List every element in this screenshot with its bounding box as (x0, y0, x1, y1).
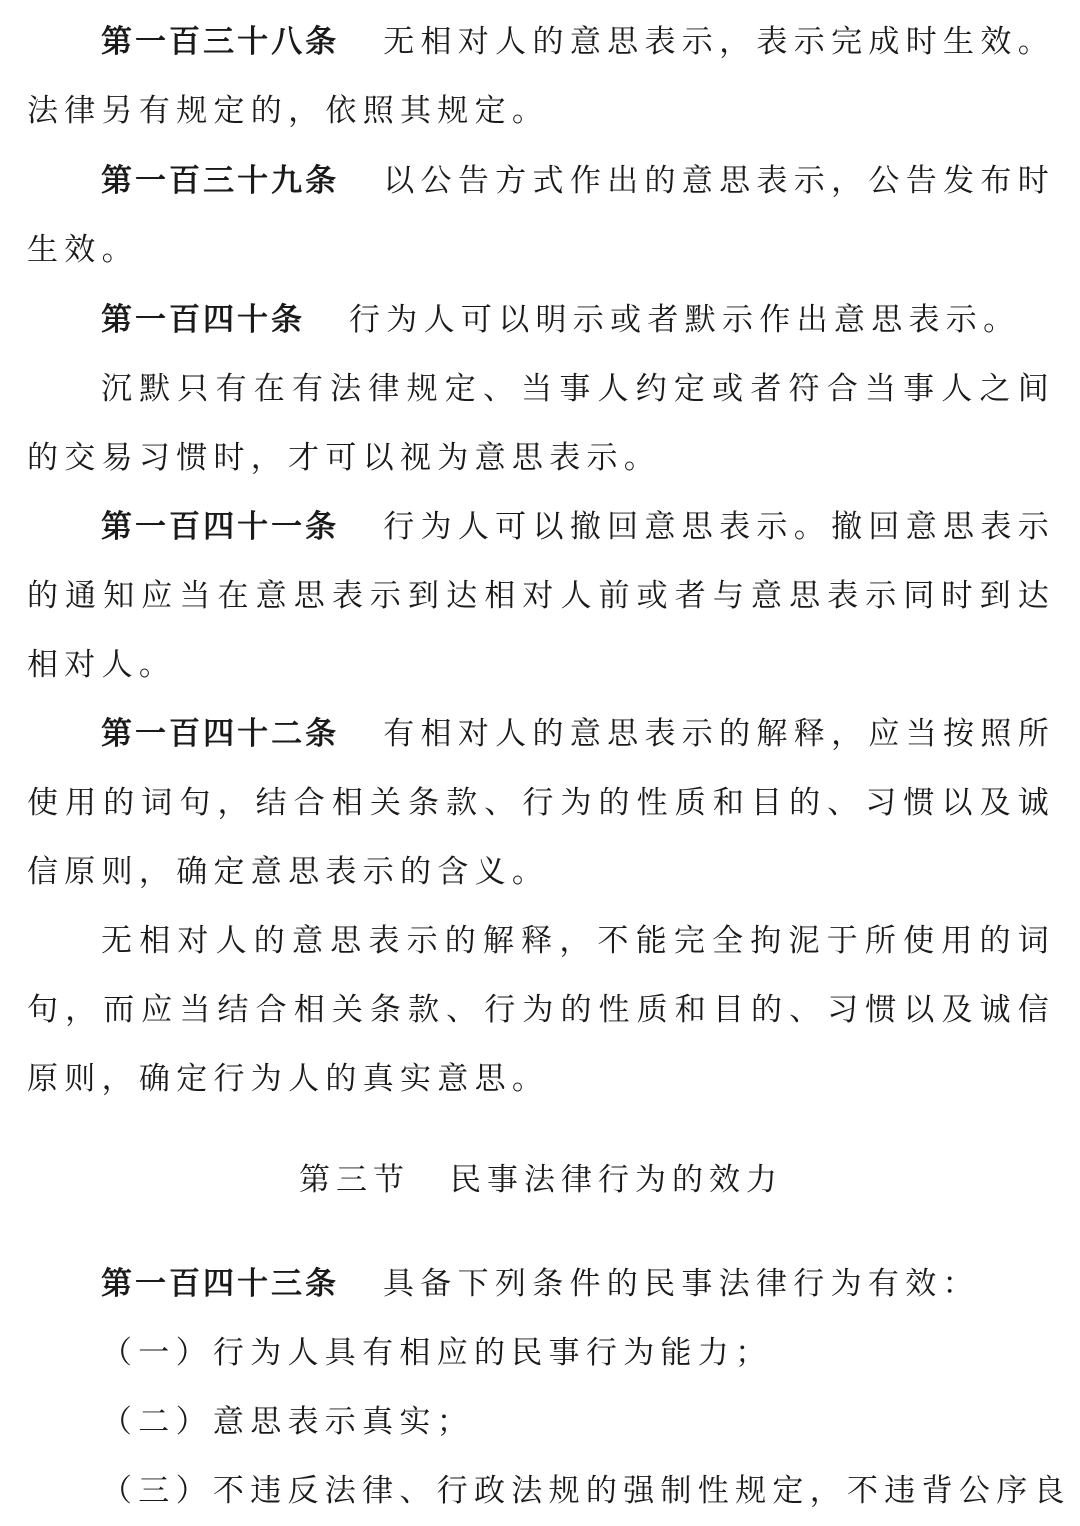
article-number: 第一百四十条 (101, 302, 305, 338)
article-143 (27, 1250, 1055, 1319)
article-142-paragraph-2 (27, 907, 1055, 1114)
article-142 (27, 700, 1055, 907)
list-item: （一）行为人具有相应的民事行为能力； (101, 1335, 773, 1371)
document-page (27, 0, 1071, 1524)
article-140 (27, 286, 1055, 355)
article-number: 第一百三十八条 (101, 24, 340, 60)
article-number: 第一百四十三条 (101, 1266, 339, 1302)
article-text: 有相对人的意思表示的解释，应当按照所使用的词句，结合相关条款、行为的性质和目的、习惯以及诚信原则，确定意思表示的含义。 (27, 716, 1055, 890)
article-number: 第一百四十二条 (101, 716, 340, 752)
section-heading (27, 1146, 1055, 1215)
list-item: （二）意思表示真实； (101, 1404, 474, 1440)
section-number: 第三节 (299, 1162, 410, 1198)
article-text: 无相对人的意思表示的解释，不能完全拘泥于所使用的词句，而应当结合相关条款、行为的性质和目的、习惯以及诚信原则，确定行为人的真实意思。 (27, 923, 1055, 1097)
article-text: 行为人可以明示或者默示作出意思表示。 (349, 302, 1021, 338)
list-item: （三）不违反法律、行政法规的强制性规定，不违背公序良 (101, 1473, 1071, 1509)
article-text: 以公告方式作出的意思表示，公告发布时生效。 (27, 163, 1055, 268)
article-number: 第一百三十九条 (101, 163, 340, 199)
article-number: 第一百四十一条 (101, 509, 340, 545)
article-text: 行为人可以撤回意思表示。撤回意思表示的通知应当在意思表示到达相对人前或者与意思表示同时到达相对人。 (27, 509, 1055, 683)
article-text: 具备下列条件的民事法律行为有效： (383, 1266, 980, 1302)
article-text: 无相对人的意思表示，表示完成时生效。法律另有规定的，依照其规定。 (27, 24, 1055, 129)
article-139 (27, 147, 1055, 285)
article-138 (27, 8, 1055, 146)
article-140-paragraph-2 (27, 355, 1055, 493)
article-141 (27, 493, 1055, 700)
article-text: 沉默只有在有法律规定、当事人约定或者符合当事人之间的交易习惯时，才可以视为意思表示。 (27, 371, 1055, 476)
section-title: 民事法律行为的效力 (450, 1162, 783, 1198)
